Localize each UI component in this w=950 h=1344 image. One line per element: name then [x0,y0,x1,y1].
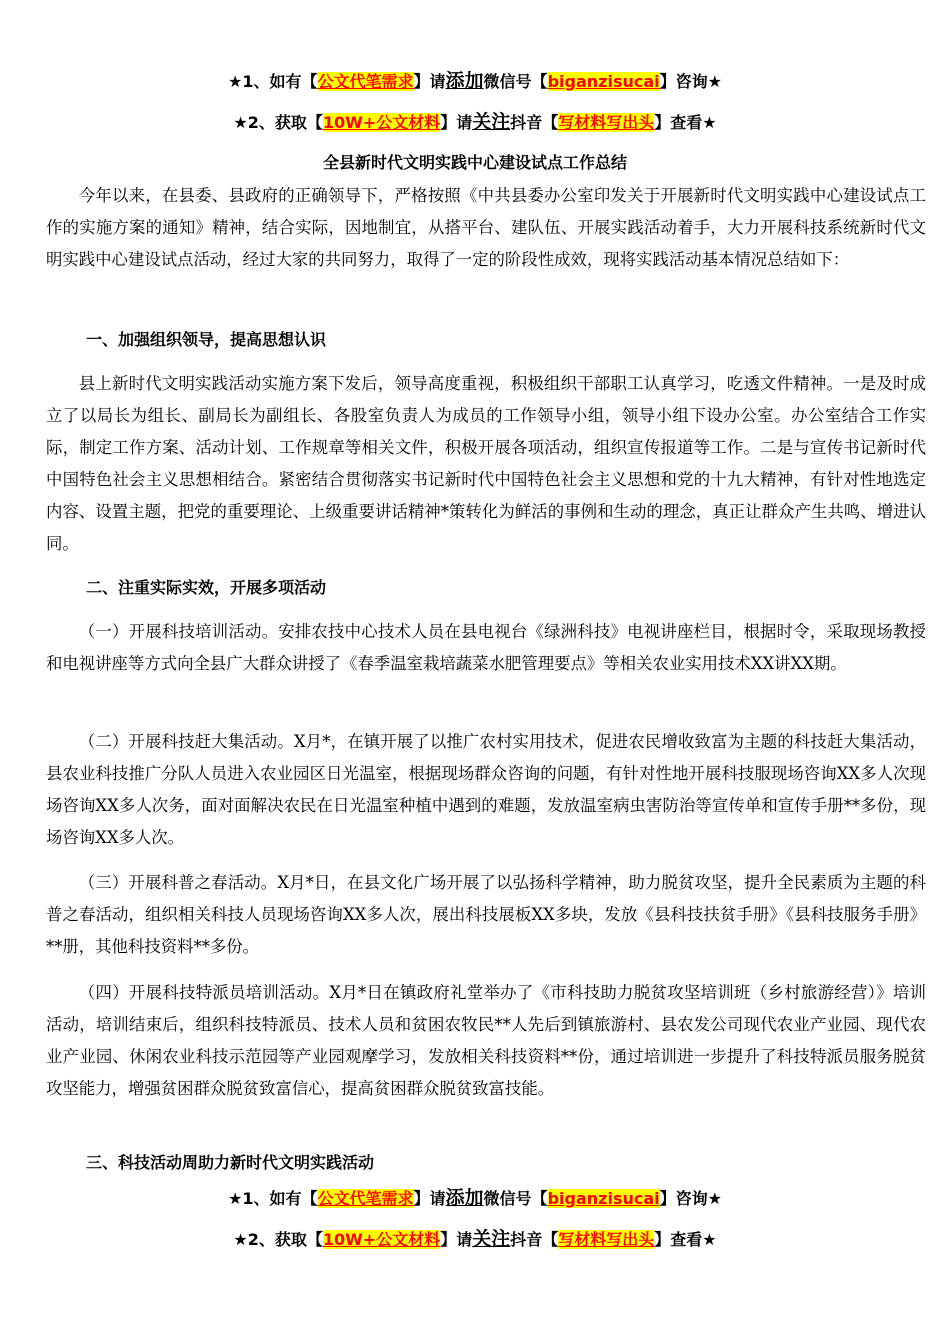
promo-banner-top-2 [0,111,950,134]
banner-text: 】请 [413,1189,446,1208]
banner-highlight: 公文代笔需求 [317,72,414,91]
banner-emphasis: 关注 [472,111,511,133]
intro-paragraph: 今年以来，在县委、县政府的正确领导下，严格按照《中共县委办公室印发关于开展新时代文明实践中心建设试点工作的实施方案的通知》精神，结合实际，因地制宜，从搭平台、建队伍、开展实践活动着手，大力开展科技系统新时代文明实践中心建设试点活动，经过大家的共同努力，取得了一定的阶段性成效，现将实践活动基本情况总结如下： [46,186,926,269]
section-3-heading: 三、科技活动周助力新时代文明实践活动 [86,1153,375,1172]
banner-text: 微信号【 [483,72,548,91]
banner-text: 抖音【 [510,1230,559,1249]
banner-text: ★2、获取【 [233,1230,323,1249]
banner-highlight: biganzisucai [547,72,660,91]
banner-text: 抖音【 [510,113,559,132]
banner-highlight: 写材料写出头 [558,1230,655,1249]
banner-highlight: 10W+公文材料 [322,113,441,132]
banner-text: 】咨询★ [659,72,722,91]
banner-text: 微信号【 [483,1189,548,1208]
banner-emphasis: 添加 [445,1187,484,1209]
banner-highlight: 公文代笔需求 [317,1189,414,1208]
banner-text: 】查看★ [654,113,717,132]
section-2-item-1: （一）开展科技培训活动。安排农技中心技术人员在县电视台《绿洲科技》电视讲座栏目，根据时令，采取现场教授和电视讲座等方式向全县广大群众讲授了《春季温室栽培蔬菜水肥管理要点》等相关农业实用技术XX讲XX期。 [46,622,926,673]
section-2-item-3: （三）开展科普之春活动。X月*日，在县文化广场开展了以弘扬科学精神，助力脱贫攻坚，提升全民素质为主题的科普之春活动，组织相关科技人员现场咨询XX多人次，展出科技展板XX多块，发放《县科技扶贫手册》《县科技服务手册》**册，其他科技资料**多份。 [46,873,926,956]
banner-text: 】请 [440,113,473,132]
banner-text: ★2、获取【 [233,113,323,132]
banner-emphasis: 添加 [445,70,484,92]
banner-highlight: biganzisucai [547,1189,660,1208]
promo-banner-top-1 [0,70,950,93]
section-1-heading: 一、加强组织领导，提高思想认识 [86,330,327,349]
banner-emphasis: 关注 [472,1228,511,1250]
banner-text: ★1、如有【 [228,1189,318,1208]
document-title: 全县新时代文明实践中心建设试点工作总结 [322,153,627,172]
banner-highlight: 写材料写出头 [558,113,655,132]
banner-text: 】查看★ [654,1230,717,1249]
section-1-body: 县上新时代文明实践活动实施方案下发后，领导高度重视，积极组织干部职工认真学习，吃透文件精神。一是及时成立了以局长为组长、副局长为副组长、各股室负责人为成员的工作领导小组，领导小组下设办公室。办公室结合工作实际，制定工作方案、活动计划、工作规章等相关文件，积极开展各项活动，组织宣传报道等工作。二是与宣传书记新时代中国特色社会主义思想相结合。紧密结合贯彻落实书记新时代中国特色社会主义思想和党的十九大精神，有针对性地选定内容、设置主题，把党的重要理论、上级重要讲话精神*策转化为鲜活的事例和生动的理念，真正让群众产生共鸣、增进认同。 [46,374,926,553]
banner-text: ★1、如有【 [228,72,318,91]
banner-highlight: 10W+公文材料 [322,1230,441,1249]
section-2-item-2: （二）开展科技赶大集活动。X月*，在镇开展了以推广农村实用技术，促进农民增收致富为主题的科技赶大集活动，县农业科技推广分队人员进入农业园区日光温室，根据现场群众咨询的问题，有针对性地开展科技服现场咨询XX多人次现场咨询XX多人次务，面对面解决农民在日光温室种植中遇到的难题，发放温室病虫害防治等宣传单和宣传手册**多份，现场咨询XX多人次。 [46,732,926,847]
promo-banner-bottom-2 [0,1228,950,1251]
banner-text: 】咨询★ [659,1189,722,1208]
banner-text: 】请 [413,72,446,91]
promo-banner-bottom-1 [0,1187,950,1210]
section-2-item-4: （四）开展科技特派员培训活动。X月*日在镇政府礼堂举办了《市科技助力脱贫攻坚培训班（乡村旅游经营）》培训活动，培训结束后，组织科技特派员、技术人员和贫困农牧民**人先后到镇旅游村、县农发公司现代农业产业园、现代农业产业园、休闲农业科技示范园等产业园观摩学习，发放相关科技资料**份，通过培训进一步提升了科技特派员服务脱贫攻坚能力，增强贫困群众脱贫致富信心，提高贫困群众脱贫致富技能。 [46,983,926,1098]
section-2-heading: 二、注重实际实效，开展多项活动 [86,578,327,597]
banner-text: 】请 [440,1230,473,1249]
